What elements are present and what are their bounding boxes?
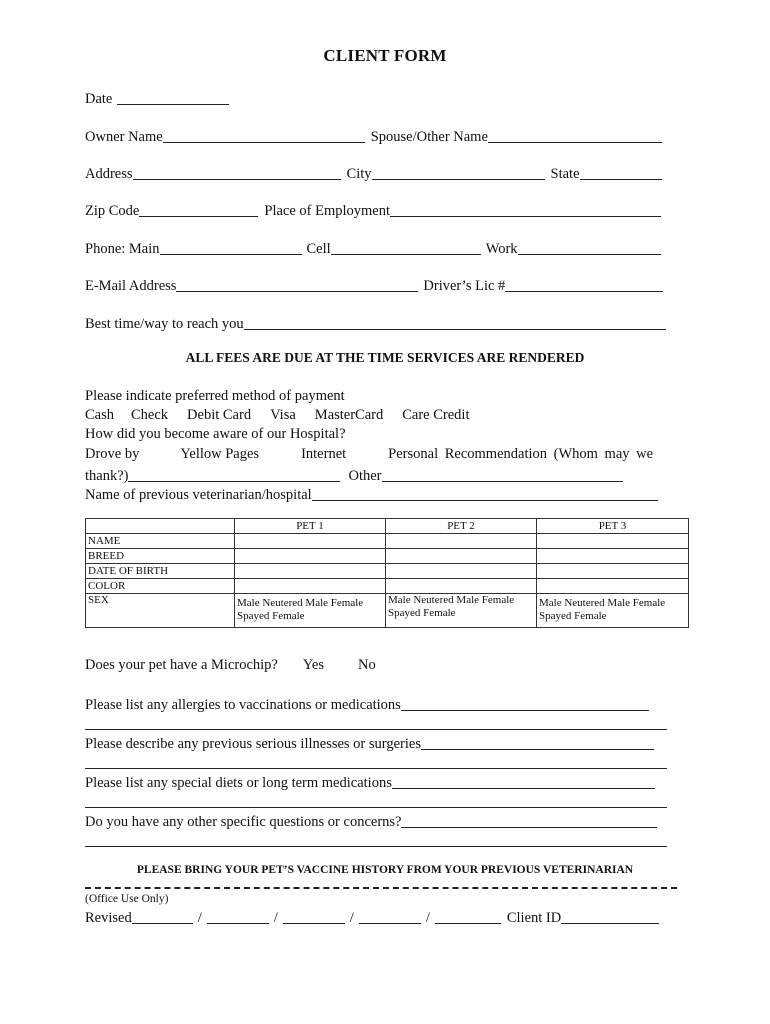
best-time-row <box>85 313 666 333</box>
pet-3-dob-cell[interactable] <box>537 564 689 579</box>
form-title: CLIENT FORM <box>323 46 447 65</box>
address-field[interactable] <box>133 165 341 180</box>
sex-options-line2: Spayed Female <box>388 607 456 619</box>
revised-label: Revised <box>85 910 132 926</box>
sex-options-line1: Male Neutered Male Female <box>539 597 666 609</box>
table-row <box>86 579 689 594</box>
sex-options-line1: Male Neutered Male Female <box>388 594 515 606</box>
pet-1-dob-cell[interactable] <box>235 564 386 579</box>
payment-option-mastercard: MasterCard <box>314 407 384 423</box>
zip-row <box>85 200 661 220</box>
sex-options-line2: Spayed Female <box>237 610 305 622</box>
address-label: Address <box>85 166 133 182</box>
pet-2-sex-cell[interactable] <box>386 594 537 628</box>
row-label-breed: BREED <box>86 549 235 564</box>
office-use-label: (Office Use Only) <box>85 893 169 905</box>
pet-3-sex-cell[interactable] <box>537 594 689 628</box>
address-row <box>85 163 662 183</box>
microchip-yes[interactable]: Yes <box>302 657 324 673</box>
microchip-no[interactable]: No <box>357 657 376 673</box>
city-label: City <box>346 166 372 182</box>
illnesses-row <box>85 733 654 753</box>
referral-drove-by: Drove by <box>85 446 140 462</box>
email-row <box>85 275 663 295</box>
spouse-field[interactable] <box>488 128 662 143</box>
diets-field[interactable] <box>392 774 655 789</box>
zip-field[interactable] <box>139 202 258 217</box>
date-field[interactable] <box>117 90 229 105</box>
best-time-label: Best time/way to reach you <box>85 316 244 332</box>
table-header-row <box>86 519 689 534</box>
state-label: State <box>550 166 580 182</box>
table-row <box>86 549 689 564</box>
referral-personal: Personal Recommendation (Whom may we <box>388 446 654 462</box>
payment-option-visa: Visa <box>270 407 296 423</box>
table-row <box>86 534 689 549</box>
revised-field-5[interactable] <box>435 909 501 924</box>
pet-1-header: PET 1 <box>235 519 386 534</box>
illnesses-label: Please describe any previous serious illnesses or surgeries <box>85 736 421 752</box>
other-field[interactable] <box>382 467 623 482</box>
referral-internet: Internet <box>301 446 347 462</box>
employment-label: Place of Employment <box>264 203 391 219</box>
pet-3-color-cell[interactable] <box>537 579 689 594</box>
state-field[interactable] <box>580 165 662 180</box>
table-row <box>86 564 689 579</box>
owner-name-field[interactable] <box>163 128 365 143</box>
spouse-label: Spouse/Other Name <box>370 129 488 145</box>
illnesses-field[interactable] <box>421 735 654 750</box>
previous-vet-row <box>85 484 658 504</box>
concerns-continuation-line[interactable] <box>85 846 667 847</box>
email-label: E-Mail Address <box>85 278 177 294</box>
city-field[interactable] <box>372 165 545 180</box>
referral-options <box>85 446 653 463</box>
pet-1-color-cell[interactable] <box>235 579 386 594</box>
microchip-row <box>85 657 376 674</box>
referral-prompt: How did you become aware of our Hospital? <box>85 426 346 442</box>
illnesses-continuation-line[interactable] <box>85 768 667 769</box>
payment-option-care-credit: Care Credit <box>402 407 470 423</box>
table-row <box>86 594 689 628</box>
email-field[interactable] <box>176 277 418 292</box>
allergies-continuation-line[interactable] <box>85 729 667 730</box>
sex-options-line2: Spayed Female <box>539 610 607 622</box>
row-label-dob: DATE OF BIRTH <box>86 564 235 579</box>
row-label-name: NAME <box>86 534 235 549</box>
owner-name-label: Owner Name <box>85 129 163 145</box>
phone-row <box>85 238 661 258</box>
allergies-row <box>85 694 649 714</box>
thank-row <box>85 465 623 485</box>
slash-1: / <box>197 910 202 926</box>
diets-label: Please list any special diets or long term medications <box>85 775 392 791</box>
other-label: Other <box>348 468 382 484</box>
phone-main-label: Phone: Main <box>85 241 160 257</box>
date-row <box>85 88 229 108</box>
revised-field-1[interactable] <box>132 909 193 924</box>
work-label: Work <box>485 241 518 257</box>
referral-yellow-pages: Yellow Pages <box>180 446 260 462</box>
slash-2: / <box>273 910 278 926</box>
concerns-field[interactable] <box>401 813 657 828</box>
row-label-color: COLOR <box>86 579 235 594</box>
table-header-blank <box>86 519 235 534</box>
pet-2-header: PET 2 <box>386 519 537 534</box>
zip-label: Zip Code <box>85 203 140 219</box>
diets-continuation-line[interactable] <box>85 807 667 808</box>
payment-option-check: Check <box>131 407 169 423</box>
office-use-divider <box>85 887 677 889</box>
revised-field-4[interactable] <box>359 909 421 924</box>
cell-field[interactable] <box>331 240 481 255</box>
work-field[interactable] <box>518 240 661 255</box>
thank-label: thank?) <box>85 468 129 484</box>
drivers-lic-field[interactable] <box>505 277 663 292</box>
phone-main-field[interactable] <box>160 240 302 255</box>
pet-2-breed-cell[interactable] <box>386 549 537 564</box>
previous-vet-label: Name of previous veterinarian/hospital <box>85 487 312 503</box>
payment-option-cash: Cash <box>85 407 114 423</box>
client-id-field[interactable] <box>561 909 659 924</box>
concerns-row <box>85 811 657 831</box>
previous-vet-field[interactable] <box>312 486 658 501</box>
pet-2-dob-cell[interactable] <box>386 564 537 579</box>
diets-row <box>85 772 655 792</box>
cell-label: Cell <box>306 241 331 257</box>
concerns-label: Do you have any other specific questions or concerns? <box>85 814 402 830</box>
revised-row <box>85 907 659 927</box>
row-label-sex: SEX <box>86 594 235 628</box>
revised-field-3[interactable] <box>283 909 345 924</box>
fees-notice: ALL FEES ARE DUE AT THE TIME SERVICES ARE RENDERED <box>185 350 585 365</box>
recommendation-field[interactable] <box>128 467 340 482</box>
pet-3-breed-cell[interactable] <box>537 549 689 564</box>
pet-1-name-cell[interactable] <box>235 534 386 549</box>
pet-1-sex-cell[interactable] <box>235 594 386 628</box>
pet-2-name-cell[interactable] <box>386 534 537 549</box>
pet-3-header: PET 3 <box>537 519 689 534</box>
pet-1-breed-cell[interactable] <box>235 549 386 564</box>
slash-3: / <box>349 910 354 926</box>
date-label: Date <box>85 91 113 107</box>
vaccine-history-notice: PLEASE BRING YOUR PET’S VACCINE HISTORY FROM YOUR PREVIOUS VETERINARIAN <box>136 864 634 876</box>
best-time-field[interactable] <box>244 315 666 330</box>
pet-3-name-cell[interactable] <box>537 534 689 549</box>
owner-row <box>85 126 662 146</box>
pet-2-color-cell[interactable] <box>386 579 537 594</box>
payment-option-debit: Debit Card <box>187 407 252 423</box>
employment-field[interactable] <box>390 202 661 217</box>
sex-options-line1: Male Neutered Male Female <box>237 597 364 609</box>
allergies-field[interactable] <box>401 696 649 711</box>
pet-info-table <box>85 518 689 628</box>
client-id-label: Client ID <box>506 910 562 926</box>
allergies-label: Please list any allergies to vaccinations or medications <box>85 697 401 713</box>
microchip-question: Does your pet have a Microchip? <box>85 657 278 673</box>
revised-field-2[interactable] <box>207 909 269 924</box>
payment-options <box>85 407 470 424</box>
drivers-lic-label: Driver’s Lic # <box>423 278 506 294</box>
payment-prompt: Please indicate preferred method of payment <box>85 388 345 404</box>
slash-4: / <box>425 910 430 926</box>
